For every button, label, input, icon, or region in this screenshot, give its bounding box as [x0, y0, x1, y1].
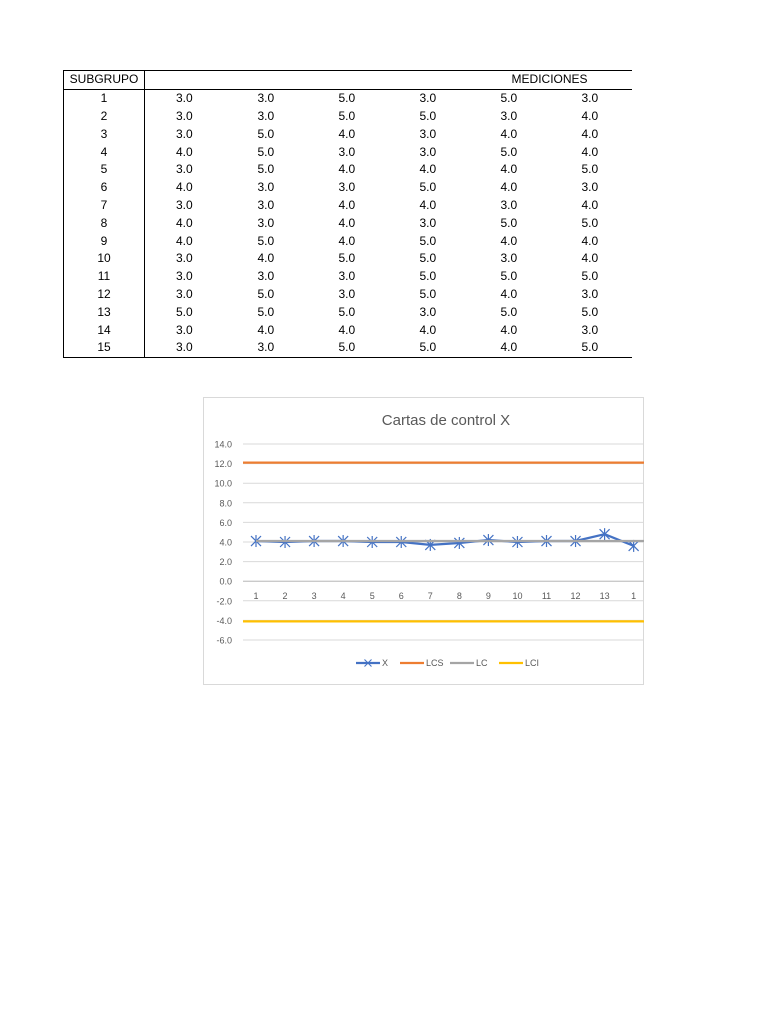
- medicion-cell: 3.0: [176, 322, 193, 337]
- subgrupo-cell: 6: [64, 179, 145, 197]
- medicion-cell: 3.0: [338, 269, 356, 284]
- medicion-cell: 5.0: [419, 108, 437, 123]
- medicion-cell: 5.0: [257, 304, 275, 319]
- table-row: [64, 321, 632, 339]
- medicion-cell: 4.0: [257, 322, 275, 337]
- medicion-cell: 3.0: [257, 108, 275, 123]
- x-tick-label: 12: [570, 591, 581, 601]
- medicion-cell: 5.0: [257, 233, 275, 248]
- medicion-cell: 5.0: [307, 339, 388, 357]
- subgrupo-cell: 14: [64, 321, 145, 339]
- y-tick-label: 6.0: [219, 517, 232, 528]
- medicion-cell: 4.0: [338, 197, 356, 212]
- medicion-cell: 4.0: [419, 162, 437, 177]
- table-row: [64, 143, 632, 161]
- subgrupo-cell: 5: [64, 161, 145, 179]
- x-tick-label: 6: [398, 591, 404, 601]
- medicion-cell: 3.0: [500, 197, 518, 212]
- y-tick-label: 12.0: [214, 459, 232, 470]
- medicion-cell: 5.0: [176, 304, 193, 319]
- medicion-cell: 4.0: [338, 162, 356, 177]
- medicion-cell: 5.0: [419, 180, 437, 195]
- medicion-cell: 3.0: [226, 339, 307, 357]
- table-row: [64, 286, 632, 304]
- medicion-cell: 3.0: [176, 286, 193, 301]
- medicion-cell: 3.0: [581, 91, 599, 106]
- table-header-row: [64, 71, 632, 90]
- medicion-cell: 5.0: [338, 108, 356, 123]
- subgrupo-cell: 7: [64, 197, 145, 215]
- medicion-cell: 5.0: [581, 304, 599, 319]
- subgrupo-cell: 8: [64, 214, 145, 232]
- header-subgrupo: SUBGRUPO: [64, 71, 145, 90]
- medicion-cell: 4.0: [176, 233, 193, 248]
- medicion-cell: 3.0: [419, 304, 437, 319]
- control-chart-x: [203, 397, 637, 685]
- y-tick-label: 0.0: [219, 576, 232, 587]
- medicion-cell: 3.0: [338, 144, 356, 159]
- medicion-cell: 3.0: [145, 339, 226, 357]
- medicion-cell: 5.0: [550, 339, 632, 357]
- chart-title: Cartas de control X: [381, 412, 511, 429]
- medicion-cell: 4.0: [500, 286, 518, 301]
- medicion-cell: 4.0: [581, 108, 599, 123]
- medicion-cell: 3.0: [581, 322, 599, 337]
- medicion-cell: 5.0: [388, 339, 469, 357]
- table-body: [64, 89, 632, 357]
- medicion-cell: 3.0: [176, 126, 193, 141]
- medicion-cell: 3.0: [419, 126, 437, 141]
- medicion-cell: 5.0: [581, 162, 599, 177]
- medicion-cell: 4.0: [176, 215, 193, 230]
- medicion-cell: 5.0: [257, 126, 275, 141]
- medicion-cell: 4.0: [581, 126, 599, 141]
- table-row: [64, 89, 632, 107]
- medicion-cell: 4.0: [176, 144, 193, 159]
- medicion-cell: 3.0: [257, 215, 275, 230]
- x-tick-label: 10: [512, 591, 523, 601]
- medicion-cell: 4.0: [469, 339, 550, 357]
- medicion-cell: 4.0: [500, 233, 518, 248]
- medicion-cell: 3.0: [500, 108, 518, 123]
- subgrupo-cell: 4: [64, 143, 145, 161]
- medicion-cell: 4.0: [419, 322, 437, 337]
- x-tick-label: 2: [282, 591, 288, 601]
- medicion-cell: 3.0: [176, 269, 193, 284]
- table-row: [64, 214, 632, 232]
- y-tick-label: 2.0: [219, 557, 232, 568]
- y-tick-label: 10.0: [214, 478, 232, 489]
- medicion-cell: 3.0: [176, 197, 193, 212]
- medicion-cell: 5.0: [257, 144, 275, 159]
- medicion-cell: 5.0: [500, 304, 518, 319]
- medicion-cell: 3.0: [257, 180, 275, 195]
- medicion-cell: 5.0: [500, 269, 518, 284]
- medicion-cell: 3.0: [176, 91, 193, 106]
- x-tick-label: 1: [253, 591, 259, 601]
- medicion-cell: 5.0: [500, 215, 518, 230]
- legend-label: LCS: [426, 658, 444, 668]
- subgrupo-cell: 9: [64, 232, 145, 250]
- medicion-cell: 3.0: [176, 251, 193, 266]
- medicion-cell: 4.0: [419, 197, 437, 212]
- medicion-cell: 4.0: [581, 233, 599, 248]
- medicion-cell: 4.0: [581, 197, 599, 212]
- medicion-cell: 4.0: [338, 126, 356, 141]
- mediciones-table: [63, 70, 632, 358]
- subgrupo-cell: 10: [64, 250, 145, 268]
- medicion-cell: 5.0: [419, 233, 437, 248]
- table-row: [64, 339, 632, 357]
- medicion-cell: 5.0: [419, 251, 437, 266]
- x-tick-label: 1: [631, 591, 637, 601]
- medicion-cell: 5.0: [500, 91, 518, 106]
- x-tick-label: 11: [541, 591, 552, 601]
- medicion-cell: 5.0: [581, 215, 599, 230]
- subgrupo-cell: 2: [64, 108, 145, 126]
- medicion-cell: 3.0: [419, 144, 437, 159]
- medicion-cell: 5.0: [419, 269, 437, 284]
- medicion-cell: 5.0: [257, 162, 275, 177]
- subgrupo-cell: 12: [64, 286, 145, 304]
- legend-label: LCI: [525, 658, 540, 668]
- medicion-cell: 4.0: [176, 180, 193, 195]
- medicion-cell: 5.0: [581, 269, 599, 284]
- x-tick-label: 7: [427, 591, 433, 601]
- y-tick-label: 4.0: [219, 537, 232, 548]
- x-tick-label: 5: [369, 591, 375, 601]
- medicion-cell: 4.0: [338, 233, 356, 248]
- table-row: [64, 268, 632, 286]
- x-tick-label: 13: [599, 591, 610, 601]
- medicion-cell: 4.0: [338, 215, 356, 230]
- x-tick-label: 8: [456, 591, 462, 601]
- medicion-cell: 5.0: [338, 251, 356, 266]
- medicion-cell: 3.0: [257, 269, 275, 284]
- medicion-cell: 5.0: [500, 144, 518, 159]
- table-row: [64, 232, 632, 250]
- x-tick-label: 3: [311, 591, 317, 601]
- medicion-cell: 5.0: [257, 286, 275, 301]
- x-tick-label: 9: [485, 591, 491, 601]
- y-tick-label: -4.0: [216, 615, 232, 626]
- medicion-cell: 3.0: [176, 108, 193, 123]
- y-tick-label: -2.0: [216, 596, 232, 607]
- medicion-cell: 5.0: [419, 286, 437, 301]
- table-row: [64, 303, 632, 321]
- y-tick-label: -6.0: [216, 635, 232, 646]
- medicion-cell: 4.0: [500, 322, 518, 337]
- medicion-cell: 4.0: [500, 180, 518, 195]
- medicion-cell: 4.0: [257, 251, 275, 266]
- medicion-cell: 3.0: [338, 286, 356, 301]
- medicion-cell: 3.0: [581, 180, 599, 195]
- legend-label: X: [382, 658, 389, 668]
- medicion-cell: 3.0: [419, 215, 437, 230]
- table-row: [64, 179, 632, 197]
- table-row: [64, 197, 632, 215]
- table-row: [64, 161, 632, 179]
- subgrupo-cell: 11: [64, 268, 145, 286]
- x-tick-label: 4: [340, 591, 346, 601]
- table-row: [64, 108, 632, 126]
- y-tick-label: 14.0: [214, 439, 232, 450]
- chart-canvas: [203, 397, 637, 686]
- header-mediciones: MEDICIONES: [145, 71, 632, 90]
- medicion-cell: 4.0: [581, 251, 599, 266]
- medicion-cell: 4.0: [500, 162, 518, 177]
- medicion-cell: 3.0: [257, 91, 275, 106]
- table-row: [64, 125, 632, 143]
- medicion-cell: 5.0: [338, 91, 356, 106]
- medicion-cell: 4.0: [338, 322, 356, 337]
- medicion-cell: 4.0: [500, 126, 518, 141]
- subgrupo-cell: 1: [64, 89, 145, 107]
- medicion-cell: 3.0: [500, 251, 518, 266]
- subgrupo-cell: 15: [64, 339, 145, 357]
- mediciones-table-region: [63, 70, 631, 371]
- table-row: [64, 250, 632, 268]
- medicion-cell: 3.0: [176, 162, 193, 177]
- medicion-cell: 5.0: [338, 304, 356, 319]
- legend-label: LC: [476, 658, 488, 668]
- medicion-cell: 4.0: [581, 144, 599, 159]
- subgrupo-cell: 13: [64, 303, 145, 321]
- medicion-cell: 3.0: [419, 91, 437, 106]
- medicion-cell: 3.0: [338, 180, 356, 195]
- medicion-cell: 3.0: [581, 286, 599, 301]
- y-tick-label: 8.0: [219, 498, 232, 509]
- medicion-cell: 3.0: [257, 197, 275, 212]
- subgrupo-cell: 3: [64, 125, 145, 143]
